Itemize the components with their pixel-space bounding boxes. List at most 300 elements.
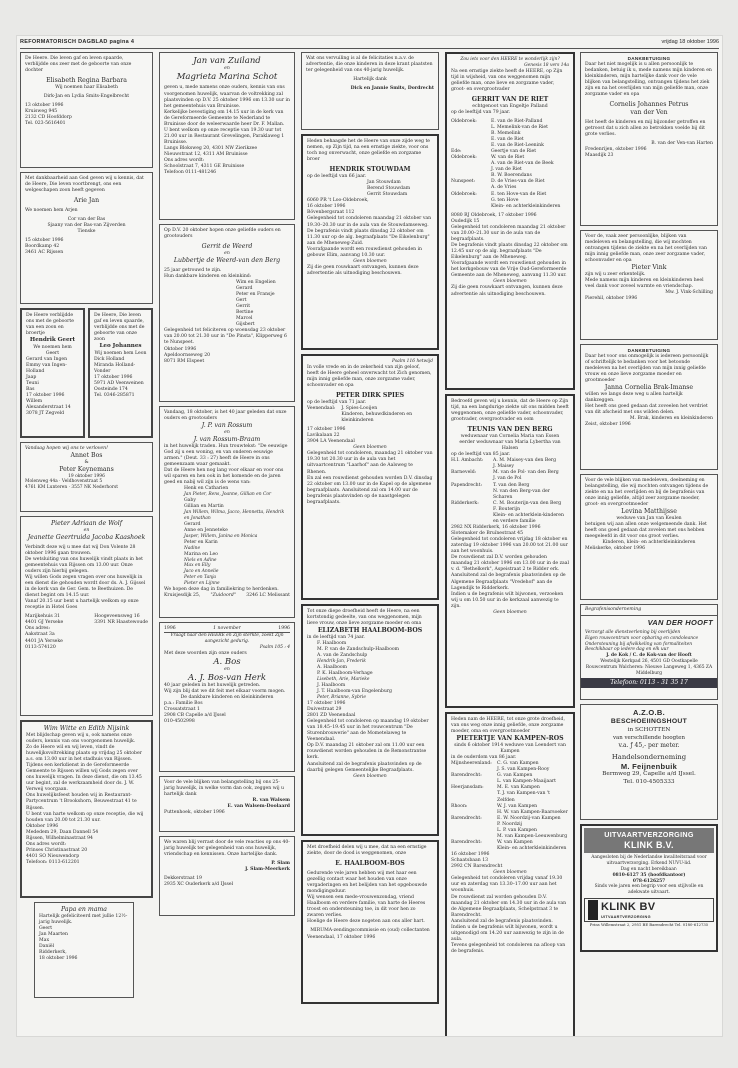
ad-intro: De Heere. Die leven gaf en leven spaarde, verblijdde ons zeer met de geboorte van onze dochter <box>25 56 132 74</box>
relative: L. P. van Kampen <box>497 827 537 833</box>
ad-phone: 078-6126257 <box>632 878 666 884</box>
ad-address: Marijkehuis 31 <box>25 614 61 620</box>
ad-street: Slotemaker de Bruïnestraat 45 <box>451 531 524 536</box>
klink-banner <box>584 828 714 853</box>
ad-text: Tot onze diepe droefheid heeft de Heere, na een kortstondig gedeelte, van ons weggenomen, mijn lieve vrouw, onze lieve zorgzame moeder en oma <box>307 609 422 627</box>
ad-address: Prins Willemstraat 2, 2951 BE Barendrecht Tel. 0180-612735 <box>589 922 709 928</box>
ad-street: Bövenbergsraat 112 <box>307 210 355 216</box>
spouse: echtgenoot van Engeltje Palland <box>472 103 548 109</box>
bible-verse: Vraagt naar den HEERE en Zijn sterkte, zoekt Zijn aangezicht gedurig. <box>170 633 284 644</box>
ad-text: Na een ernstige ziekte heeft de HEERE, op Zijn tijd in wijsheid, van ons weggenomen mijn geliefde man, onze lieve en zorgzame vader, groot- en overgrootvader <box>451 68 563 92</box>
grandchild-names: Lisebeth, Arie, Marieke <box>317 677 370 683</box>
ad-text: Indien u de begrafenis wilt bijwonen, verzoeken wij u om 10.50 uur in de kerkzaal aanwezig te zijn. <box>451 591 564 609</box>
ad-text: Heden nam de HEERE, tot onze grote droefheid, van ons weg onze innig geliefde, onze zorgzame moeder, oma en overgrootmoeder <box>451 717 565 735</box>
signer: E. van Walsem-Doolaard <box>227 804 290 810</box>
age: op de leeftijd van 85 jaar. <box>451 452 511 458</box>
child-name: Wim en Engelien <box>236 279 276 285</box>
child-name: Elisabeth Regina Barbara <box>46 77 127 85</box>
ad-text: Hartelijk gefeliciteerd met jullie 12½-jarig huwelijk. <box>39 913 128 925</box>
ad-text: Gelegenheid tot condoleren, maandag 21 oktober van 19.30 tot 20.30 uur in de aula van het uitvaartcentrum "Laarhof" aan de Aalsweg te Rhenen. <box>307 451 433 475</box>
child-name: Gert <box>236 298 247 303</box>
relative: A. de Vries <box>491 185 517 191</box>
thanks-van-der-ven <box>580 52 718 226</box>
relative: J. Haalboom <box>317 682 346 688</box>
product-title: BESCHOEIINGSHOUT <box>610 717 688 725</box>
no-flowers-note: Geen bloemen <box>493 279 527 285</box>
relative: J. T. Haalboom-van Engelenburg <box>317 689 392 694</box>
signer: De dankbare kinderen en kleinkinderen <box>180 695 274 701</box>
year: 1996 <box>278 626 290 631</box>
name-2: Peter Keynemans <box>59 465 114 473</box>
engagement-announcement <box>20 442 153 512</box>
grandchild-names: Hendrik-Jan, Frederik <box>317 659 366 665</box>
ad-text: En zal een rouwdienst gehouden worden D.V. dinsdag 22 oktober om 13.00 uur in de Kapel op de algemene begraafplaats. Aansluitend zal om 14.00 uur de begrafenis plaatsvinden op de naastgelegen begraafplaats. <box>307 475 433 505</box>
signer: Geert <box>39 925 53 931</box>
column-5 <box>580 52 718 956</box>
name-1: A. Bos <box>213 656 241 667</box>
ad-text: Hartelijk dank <box>353 77 387 83</box>
parent-2: Sjaany van der Bas-van Zijverden <box>47 223 126 229</box>
spouse: weduwe van Jan van Keulen <box>616 516 682 522</box>
conjunction: en <box>224 66 230 72</box>
obituary-haalboom <box>301 604 439 836</box>
relative: Klein- en achterkleinkinderen <box>491 203 561 209</box>
child-name: Leo Johannes <box>99 343 142 350</box>
deceased-name: E. HAALBOOM-BOS <box>335 860 405 868</box>
relative: H. W. van Kampen-Baarsoeker <box>497 809 568 815</box>
parent-1: Dick Holland <box>94 356 125 362</box>
ad-text: Gelegenheid tot feliciteren op woensdag 23 oktober van 20.00 tot 21.30 uur in "De Pinsta", Klipperweg 6 te Nunspeet. <box>164 328 287 346</box>
ad-text: Mede namens mijn kinderen en kleinkinderen heel veel dank voor zoveel warmte en vriendschap. <box>585 278 704 290</box>
ad-street: Maasdijk 23 <box>585 153 614 159</box>
ad-city: 4401 GJ Yerseke <box>25 620 64 626</box>
ad-text: Wij willen Gods zegen vragen over ons huwelijk in een dienst die gehouden wordt door ds. A. J. Gijssel in de kerk van de Ger. Gem. te Beethuizen. De dienst begint om 14.15 uur. <box>25 574 146 599</box>
place: Barneveld: <box>451 470 477 476</box>
newspaper-page <box>17 36 722 1036</box>
place: Oldebroek: <box>451 118 477 124</box>
birth-pair <box>20 308 153 442</box>
ad-date: 16 oktober 1996 <box>307 204 346 210</box>
ad-text: Dat de Heere hen nog lang voor elkaar en voor ons wil sparen en hen ook in het komende en de jaren geed en nabij wil zijn is de wens van: <box>164 467 284 486</box>
parents: Dirk-Jan en Lydia Smits-Engelbrecht <box>43 94 130 99</box>
ad-text: betuigen wij aan allen onze welgemeende dank. Het heeft ons goed gedaan dat zovelen met ons hebben meegeleefd in dit voor ons groot verlies. <box>585 522 707 540</box>
ad-text: Sinds vele jaren een begrip voor een stijlvolle en adekwate uitvaart. <box>594 884 704 896</box>
relative: Jan Stouwdam <box>367 180 401 186</box>
ad-city: 3461 AC Rijssen <box>25 250 64 256</box>
phone-banner: Telefoon: 0113 - 31 35 17 <box>581 678 717 688</box>
relative: F. Bouterijn <box>493 506 521 512</box>
ad-text: Het heeft ons goed gedaan dat zoveelen het verdriet van dit afscheid met ons wilden delen. <box>585 404 708 416</box>
obituary-haalboom-committee <box>301 840 439 1004</box>
place: Oldebroek: <box>451 155 477 161</box>
ad-address: Rouwcentrum Walcheren: Nieuwe Langeweg 1, 4365 ZA Middelburg <box>585 664 713 676</box>
column-3 <box>301 52 439 1008</box>
ad-date: 18 oktober 1996 <box>39 956 78 962</box>
birth-announcement-arie-jan <box>20 172 153 304</box>
deceased-name: Levina Matthijsse <box>621 508 677 516</box>
ad-city: 2908 CB Capelle a/d IJssel <box>164 713 226 719</box>
ad-address: Langs Bloksweg 20, 4301 NW Zierikzee <box>164 146 258 152</box>
deceased-name: ELIZABETH HAALBOOM-BOS <box>317 627 423 635</box>
ad-text: Zij die geen rouwkaart ontvangen, kunnen deze advertentie als uitnodiging beschouwen. <box>451 285 563 297</box>
relative: A. Haalboom <box>317 665 348 670</box>
parent-1: Cor van der Bas <box>67 217 106 222</box>
service-line: Ondersteuning bij afwikkeling van formaliteiten <box>585 641 693 647</box>
relative: A. van de Zandschulp <box>317 653 368 659</box>
ad-city: 3078 JT Zegveld <box>26 411 65 417</box>
no-flowers-note: Geen bloemen <box>353 773 387 779</box>
relative: Gerrit Stouwdam <box>367 192 408 198</box>
deceased-name: PIETERTJE VAN KAMPEN-ROS <box>456 735 564 743</box>
ad-date: 17 oktober 1996 <box>307 427 346 433</box>
company-name: M. Feijnenbuik <box>620 761 678 771</box>
relative: E. van de Riet-Leenink <box>491 143 544 148</box>
ad-date: 15 oktober 1996 <box>25 238 64 244</box>
ad-text: 40 jaar geleden in het huwelijk getreden. <box>164 683 261 688</box>
ad-city: 3391 NR Haastewoude <box>94 620 148 626</box>
thanks-van-walsem <box>159 776 295 832</box>
ad-date: 17 oktober 1996 <box>307 700 346 706</box>
ad-text: Voor de vele blijken van belangstelling bij ons 25-jarig huwelijk, in welke vorm dan ook, zeggen wij u hartelijk dank <box>164 780 284 798</box>
called-name: Wij noemen haar Elisabeth <box>55 84 118 90</box>
ad-city: 2132 CD Hoofddorp <box>25 115 72 121</box>
ad-text: U bent welkom op onze receptie van 19.30 uur tot 21.00 uur in Restaurant Grevelingen, Paraklaweg 1 Bruinisse. <box>164 127 285 145</box>
wedding-announcement-de-wolf <box>20 516 153 716</box>
ad-phone: Tel. 0346-285871 <box>94 393 135 399</box>
anniversary-bos <box>159 622 295 772</box>
sibling: Teuni <box>26 381 39 386</box>
ad-date: 19 oktober 1996 <box>68 473 105 479</box>
anniversary-de-weerd <box>159 224 295 402</box>
signer: MIRUMA-zendingscommissie en (oud) collectanten <box>310 928 430 934</box>
relative: A. van de Riet-van de Beek <box>491 161 554 167</box>
relative: T. J. van Kampen-van 't Zelfden <box>497 791 551 803</box>
ad-address: Molenweg 44a · Veldhovenstraat 5 <box>25 479 103 485</box>
ad-text: Bedroefd geven wij u kennis, dat de Heere op Zijn tijd, na een langdurige ziekte uit ons midden heeft weggenomen, onze geliefde vader, schoonvader, grootvader, overgrootvader en oom <box>451 399 569 423</box>
relative: L. Memelink-van de Riet <box>491 124 548 130</box>
future-phone: Telefoon 0111-481246 <box>164 170 217 176</box>
ad-intro: Vandaag, 18 oktober, is het 40 jaar geleden dat onze ouders en grootouders <box>164 410 287 422</box>
ad-title: DANKBETUIGING <box>627 348 671 353</box>
firm-name: VAN DER HOOFT <box>647 618 713 628</box>
relative: D. de Vries-van de Riet <box>491 179 545 185</box>
ad-address: 5971 AD Veenweinen <box>94 381 144 386</box>
future-address-label: Ons adres wordt: <box>26 841 67 847</box>
child-name: Anne en Jenneteke <box>184 527 228 533</box>
signer: R. van Walsem <box>252 798 290 804</box>
service-line: Beschikbaar op iedere dag en elk uur <box>585 647 669 653</box>
ad-text: De wetsluiting van ons huwelijk vindt plaats in het gemeentehuis van Rijssen om 13.00 uur. Onze ouders zijn hierbij gelegen. <box>25 556 143 574</box>
ad-text: Dag en nacht bereikbaar: <box>620 867 678 872</box>
ad-date: Fredenrijen, oktober 1996 <box>585 147 647 153</box>
ad-date: Zeist, oktober 1996 <box>585 422 631 428</box>
ad-text: Aansluitend zal de begrafenis plaatsvinden op de Algemene Begraafplaats "Vredehof" aan de Lagendijk te Ridderkerk. <box>451 573 566 591</box>
product-sub: van verschillende hoogten <box>613 734 685 741</box>
place: H.I. Ambacht: <box>451 458 484 464</box>
ad-text: Hun dankbare kinderen en kleinkind: <box>164 273 252 279</box>
grandchild-names: Jan Pieter, Rens, Joanne, Gillian en Cor <box>184 492 272 498</box>
ad-title: Papa en mama <box>61 906 107 913</box>
relative: J. S. van Kampen-Rooy <box>497 767 550 773</box>
name-2: Lubbertje de Weerd-van den Berg <box>173 256 281 264</box>
ad-address: Kruisweg 945 <box>25 109 58 115</box>
ad-text: Wat ons vervuiling is al de felicitaties n.a.v. de advertentie, die onze kinderen in deze krant plaatsten ter gelegenheid van ons 40-jarig huwelijk. <box>306 56 433 74</box>
ad-address: Westelijk Kerkpad 26, 4501 GD Oostkapelle <box>600 659 698 665</box>
column-4 <box>445 52 575 1036</box>
place: Heerjansdam: <box>451 785 484 791</box>
relative: N. van den Berg-van der Scharen <box>493 488 550 500</box>
relative: W. van Kampen <box>497 839 533 845</box>
grandchild-names: Jasper, Willem, Janina en Monica <box>184 533 258 539</box>
name-2: Magrieta Marina Schot <box>176 72 278 83</box>
ad-address: 2982 NX Ridderkerk, 16 oktober 1996 <box>451 524 541 530</box>
ad-phone: Tel. 023-5616401 <box>25 121 66 127</box>
sibling: Jaap <box>26 374 37 380</box>
deceased-name: Janna Cornelia Brak-Imanse <box>604 384 694 392</box>
ad-address: Mededem 29, Daan Dannell 54 <box>26 829 99 835</box>
page-header <box>20 38 719 49</box>
thanks-vink <box>580 230 718 340</box>
place: Papendrecht: <box>451 482 483 488</box>
ad-text: geven u, mede namens onze ouders, kennis van ons voorgenomen huwelijk, waarvan de voltrekking zal plaatsvinden op D.V. 25 oktober 1996 om 13.30 uur in het gemeentehuis van Bruinisse. <box>164 85 290 109</box>
ad-city: 4761 KM Lunteren · 3557 NK Nederhorst <box>25 485 119 491</box>
ad-text: Daar het niet mogelijk is u allen persoonlijk te bedanken, betuig ik u, mede namens mijn kinderen en kleinkinderen, mijn hartelijke dank voor de vele blijken van belangstelling, ontvangen tijdens het ziek zijn en na het overlijden van mijn geliefde man, onze zorgzame vader en opa <box>585 62 712 98</box>
child-name: Gillian en Martin <box>184 504 224 510</box>
ad-address: Apeldoornseweg 20 <box>164 352 211 358</box>
obituary-van-de-riet <box>445 52 575 390</box>
birth-announcement-hendrik <box>20 308 85 438</box>
relative: E. van de Riet <box>491 136 524 142</box>
signer: B. van der Ven-van Harten <box>651 141 713 147</box>
signer: Jan Maarten <box>39 931 68 937</box>
future-phone: Telefoon: 0113-612201 <box>26 860 80 866</box>
name-1: Gerrit de Weerd <box>201 243 253 251</box>
signer: Kinderen, klein- en achterkleinkinderen <box>602 540 696 546</box>
name-2: Jeanette Geertruida Jacoba Kaashoek <box>27 533 146 541</box>
ad-text: Hoelige de Heere deze nogeten aan ons aller hart. <box>307 919 425 925</box>
ad-address: Lavikalaan 22 <box>307 433 340 439</box>
relative: B. Memelink <box>491 130 521 136</box>
child-name: Bertine <box>236 310 254 316</box>
ad-date: 17 oktober 1996 <box>94 374 133 380</box>
bible-reference: Psalm 105 : 4 <box>259 644 290 650</box>
ad-klink-funeral <box>580 824 718 952</box>
ad-address: Willem <box>26 399 43 405</box>
ad-text: De rouwdienst zal D.V. worden gehouden maandag 21 oktober 1996 om 13.00 uur in de zaal v. d. "Bethelkerk", Aspeistraat 2 te Ridder erk. <box>451 555 569 573</box>
ad-address: Boordkamp 42 <box>25 244 60 250</box>
deceased-name: TEUNIS VAN DEN BERG <box>467 426 553 434</box>
sibling: Tienske <box>77 229 96 235</box>
ad-address: Nieuwstraat 12, 4311 AM Bruinisse <box>164 152 248 158</box>
future-address: Aakstraat 3a <box>25 632 55 638</box>
funeral-director-van-der-hooft <box>580 604 718 700</box>
ad-text: Gelegenheid tot condoleren vrijdag vanaf 19.30 uur en zaterdag van 13.30–17.00 uur aan het woonhuis. <box>451 876 563 894</box>
ad-title: Wim Witte en Edith Nijsink <box>43 725 130 732</box>
page-date: vrijdag 18 oktober 1996 <box>661 39 719 45</box>
place: Ridderkerk: <box>451 500 479 506</box>
called-name: Wij noemen hem Leon <box>94 350 147 356</box>
logo-subtext: UITVAARTVERZORGING <box>601 914 651 919</box>
place: Nunspeet: <box>451 179 476 185</box>
name-1: Pieter Adriaan de Wolf <box>50 520 123 527</box>
ad-text: Tijdens een kerkdienst in de Gereformeerde Gemeente te Rijssen willen wij Gods zegen over ons huwelijk vragen. In deze dienst, die om 13.45 uur begint, zal de werkzaamheid door ds. J. W. Verweij voorgaan. <box>26 763 142 793</box>
child-name: Hendrik Geert <box>29 337 76 344</box>
ad-text: Met droefheid delen wij u mee, dat na een ernstige ziekte, door de dood is weggenomen, onze <box>307 845 427 857</box>
future-address: Prinses Christinastraat 20 <box>26 847 88 853</box>
column-1 <box>20 52 153 1002</box>
ad-text: Aansluitend zal de begrafenis plaatsvinden op de daarbij gelegen Gemeentelijke Begraafplaats. <box>307 761 422 773</box>
relative: Geertje van de Riet <box>491 149 537 155</box>
ad-text: We hopen deze dag in familiekring te herdenken. <box>164 586 279 592</box>
ampersand: & <box>84 459 89 465</box>
place: Barendrecht: <box>451 839 482 845</box>
signer: Daniël <box>39 944 55 950</box>
relative: W. J. van Kampen <box>497 803 538 809</box>
place: Veenendaal: <box>307 405 336 411</box>
company-type: Handelsonderneming <box>611 752 687 761</box>
ad-text: Aansluitend zal de begrafenis plaatsvinden. <box>451 918 553 924</box>
ad-text: U bent van harte welkom op onze receptie, die wij houden van 20.00 tot 21.30 uur. <box>26 811 144 823</box>
bible-reference: Psalm 116 hetwijd <box>392 359 433 364</box>
ad-text: 25 jaar getrouwd te zijn. <box>164 267 222 273</box>
birth-announcement-elisabeth <box>20 52 153 168</box>
ad-address: Dekkerstraat 19 <box>164 876 202 882</box>
thanks-smits <box>301 52 439 130</box>
ad-text: Gedurende vele jaren hebben wij met haar een gezellig contact waar het houden van onze vergaderingen en het belijden van het opgebouwde mondigingsduur. <box>307 870 428 895</box>
ad-text: Wij zijn blij dat we dit feit met elkaar voorm mogen. <box>164 689 286 695</box>
child-name: Gerard <box>236 285 253 291</box>
relative: C. G. van Kampen <box>497 761 539 767</box>
ad-city: 3246 LC Melissant <box>246 592 290 598</box>
relative: Kinderen, behuwdkinderen en kleinkinderen <box>341 411 413 423</box>
ad-text: Ons huwelijksfeest houden wij in Restaurant-Partycentrum 't Brookshorn, Beuwestraat 41 te Rijssen. <box>26 793 137 811</box>
thanks-slam <box>159 836 295 916</box>
relative: E. van de Riet-Palland <box>491 118 543 124</box>
firm-name: A.Z.O.B. <box>633 708 665 717</box>
ad-date: 1 november <box>213 626 241 631</box>
ad-intro: Vandaag hopen wij ons te verloven! <box>25 446 108 451</box>
age: op de leeftijd van 71 jaar. <box>307 399 367 405</box>
service-line: Verzorgt alle dienstverlening bij overlijden <box>585 629 681 635</box>
deceased-name: GERRIT VAN DE RIET <box>471 95 549 103</box>
ad-street: Oosteinde 174 <box>94 387 128 393</box>
price: v.a. ƒ 45,- per meter. <box>618 741 680 749</box>
ad-city: Ridderkerk, <box>39 950 67 956</box>
thanks-matthijsse <box>580 474 718 600</box>
deceased-name: van der Ven <box>630 109 668 117</box>
ad-address: Hoogeveensweg 16 <box>94 614 140 620</box>
relative: T. van den Berg <box>493 482 530 488</box>
thanks-brak <box>580 344 718 470</box>
ad-intro: Met deze woorden zijn onze ouders <box>164 650 247 656</box>
deceased-name: PETER DIRK SPIES <box>335 392 405 400</box>
wedding-announcement-witte <box>20 720 153 898</box>
paper-title: REFORMATORISCH DAGBLAD pagina 4 <box>20 39 135 45</box>
relative: F. Haalboom <box>317 641 347 646</box>
ad-date: 16 oktober 1996 <box>451 852 490 858</box>
anniversary-van-rossum <box>159 406 295 618</box>
ad-date: Meliskerke, oktober 1996 <box>585 546 646 552</box>
grandchild-names: Max en Elly <box>184 563 211 569</box>
ad-text: willen we langs deze weg u allen hartelijk dankzeggen. <box>585 392 683 404</box>
relative: G. ten Hove <box>491 197 519 203</box>
no-flowers-note: Geen bloemen <box>353 258 387 264</box>
ad-address: 6060 PR 't Loo-Oldebroek, <box>307 198 369 204</box>
ad-text: Voorafgaande wordt een rouwdienst gehouden in gebouw Elim, aanvang 10.30 uur. <box>307 246 423 258</box>
anniversary-congrats-papa-mama <box>34 902 134 998</box>
ad-text: In volle vrede en in de zekerheid van zijn geloof, heeft de Heere geheel onverwacht tot Zich genomen, mijn innig geliefde man, onze zorgzame vader, schoonvader en opa <box>307 364 432 388</box>
age: op de leeftijd van 66 jaar. <box>307 174 367 179</box>
bible-verse: Zou iets voor den HEERE te wonderlijk zijn? <box>460 57 560 62</box>
relative: C. M. Bouterijn-van den Berg <box>493 500 562 506</box>
firm-name: KLINK B.V. <box>624 839 674 850</box>
ad-phone: 010-4502998 <box>164 719 195 725</box>
ad-date: Pierehil, oktober 1996 <box>585 296 638 302</box>
sibling: Bas <box>26 387 35 393</box>
ad-intro: De Heere, Die leven gaf en leven spaarde, verblijdde ons met de geboorte van onze zoon <box>94 313 145 343</box>
relative: J. van de Pol <box>493 476 522 482</box>
ad-city: 3904 LA Veenendaal <box>307 439 355 445</box>
called-name: We noemen hem Arjen <box>25 207 78 213</box>
relative: J. Maisey <box>493 464 514 470</box>
ad-text: De rouwdienst zal worden gehouden D.V. maandag 21 oktober om 14.30 uur in de aula van de Algemene Begraafplaats, Schelpstraat 3 te Barendrecht. <box>451 894 567 918</box>
name-2: J. van Rossum-Braam <box>193 435 261 443</box>
grandchild-names: Peter en Tanja <box>184 575 217 581</box>
no-flowers-note: Geen bloemen <box>493 609 527 615</box>
place: Barendrecht: <box>451 773 482 779</box>
ad-date: 13 oktober 1996 <box>25 103 64 109</box>
relative: M. van de Pol- van den Berg <box>493 470 559 476</box>
ad-address: Duivestraat 29 <box>307 706 342 712</box>
signer: M. Brak, kinderen en kleinkinderen <box>629 416 713 422</box>
ad-intro: De Heere verblijdde ons met de geboorte van een zoon en broertje <box>26 313 74 337</box>
no-flowers-note: Geen bloemen <box>353 445 387 451</box>
spouse: eerder weduwnaar van Maria Lybertha van Halsen <box>459 440 561 452</box>
grandchild-names: Jaco en Annelie <box>184 569 219 575</box>
ad-text: Met blijdschap geven wij u, ook namens onze ouders, kennis van ons voorgenomen huwelijk. <box>26 732 136 744</box>
relative: M. P. van de Zandschulp-Haalboom <box>317 647 399 653</box>
signer: P. Slam <box>271 861 290 867</box>
ad-text: We waren blij verrast door de vele reacties op ons 40-jarig huwelijk ter gelegenheid van ons huwelijk, vriendschap en kennissen. Onze hartelijke dank. <box>164 840 290 858</box>
grandchild-names: Peter, Brianne, Sybrie <box>317 695 366 701</box>
future-city: 4401 SO Nieuwendorp <box>26 854 80 859</box>
relative: M. E. van Kampen <box>497 785 540 791</box>
deceased-name: Pieter Vink <box>631 264 667 272</box>
child-name: Marcel <box>236 316 253 322</box>
child-name: Henk en Catharien <box>184 486 229 492</box>
grandchild-names: Niels en Adine <box>184 557 217 563</box>
parent-2: Emmy van Ingen-Holland <box>26 362 67 374</box>
ad-text: Zij die geen rouwkaart ontvangen, kunnen deze advertentie als uitnodiging beschouwen. <box>307 264 419 276</box>
relative: J. Spies-Looijen <box>341 405 378 411</box>
ad-text: Tevens gelegenheid tot condoleren na afloop van de begrafenis. <box>451 943 566 955</box>
obituary-stouwdam <box>301 134 439 350</box>
child-name: Gaby <box>184 498 196 503</box>
place: Barendrecht: <box>451 815 482 821</box>
ad-text: De begrafenis vindt plaats dinsdag 22 oktober om 12.45 uur op de alg. begraafplaats "De Eikelenburg" aan de Mheneweg. <box>451 243 568 261</box>
relative: Berend Stouwdam <box>367 186 411 192</box>
ad-text: Voor de, vaak zeer persoonlijke, blijken van medeleven en belangstelling, die wij mochten ontvangen tijdens de ziekte en na het overlijden van mijn innig geliefde man, onze zeer zorgzame vader, schoonvader en opa <box>585 234 707 264</box>
ad-phone: Tel. 010-4505333 <box>623 779 675 786</box>
ad-text: Voor de vele blijken van medeleven, deelneming en belangstelling, die wij mochten ontvangen tijdens de ziekte en na het overlijden en bij de begrafenis van onze innig geliefde, altijd zeer zorgzame moeder, groot- en overgrootmoeder <box>585 478 709 508</box>
ad-title: DANKBETUIGING <box>627 56 671 61</box>
future-address-label: Ons adres: <box>25 626 51 632</box>
child-name: Gijsbert <box>236 322 255 328</box>
obituary-spies <box>301 354 439 600</box>
ad-city: 8071 RM Elspeet <box>164 358 205 364</box>
relative: B. W. Boerendans <box>491 173 532 179</box>
deceased-name: HENDRIK STOUWDAM <box>329 166 411 174</box>
